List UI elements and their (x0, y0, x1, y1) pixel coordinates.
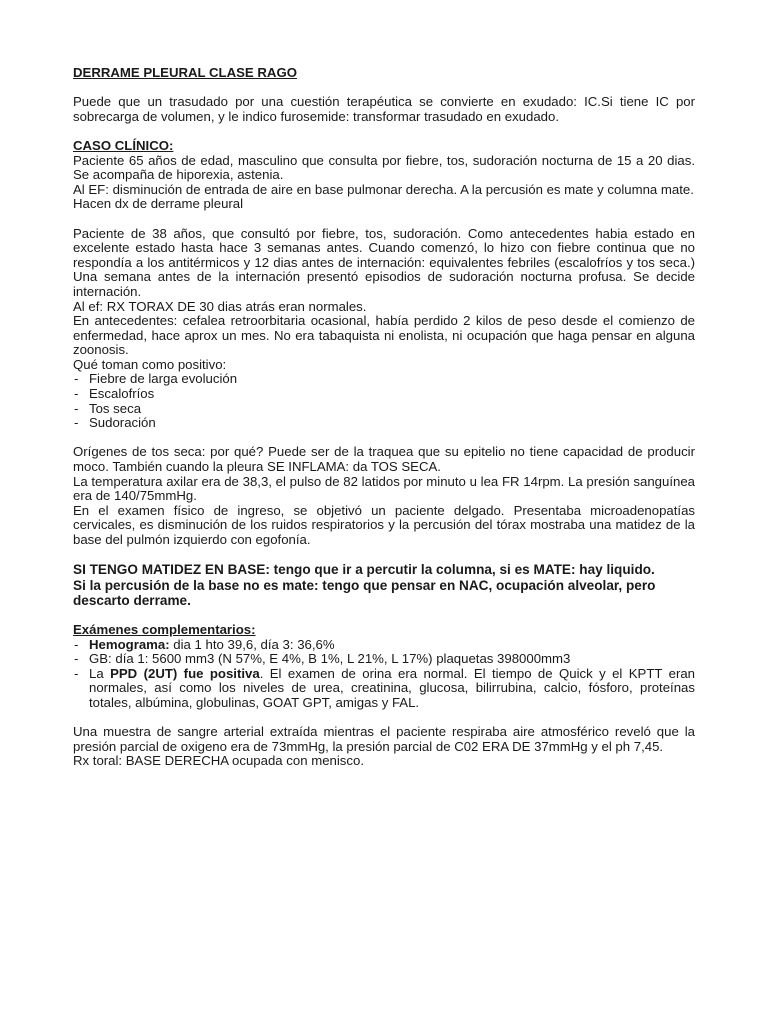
spacer (73, 711, 695, 726)
list-item: - Sudoración (73, 416, 695, 431)
exams-heading: Exámenes complementarios: (73, 622, 256, 637)
exams-list (73, 638, 695, 711)
spacer (73, 212, 695, 227)
spacer (73, 548, 695, 563)
case2-paragraph-1: Paciente de 38 años, que consultó por fiebre, tos, sudoración. Como antecedentes habia estado en excelente estado hasta hace 3 semanas antes. Cuando comenzó, lo hizo con fiebre continua que no respondía a los antitérmicos y 12 dias antes de internación: equivalentes febriles (escalofríos y tos seca.) Una semana antes de la internación presentó episodios de sudoración nocturna profusa. Se decide internación. (73, 225, 695, 299)
bold-note-1: SI TENGO MATIDEZ EN BASE: tengo que ir a percutir la columna, si es MATE: hay liquido. (73, 562, 655, 578)
spacer (73, 124, 695, 139)
spacer (73, 431, 695, 446)
list-item: - Fiebre de larga evolución (73, 372, 695, 387)
list-item (73, 667, 695, 711)
case1-line3: Hacen dx de derrame pleural (73, 196, 244, 212)
origins-paragraph-1: Orígenes de tos seca: por qué? Puede ser de la traquea que su epitelio no tiene capacidad de producir moco. También cuando la pleura SE INFLAMA: da TOS SECA. (73, 444, 695, 475)
final-paragraph-1: Una muestra de sangre arterial extraída mientras el paciente respiraba aire atmosférico reveló que la presión parcial de oxigeno era de 73mmHg, la presión parcial de C02 ERA DE 37mmHg y el ph 7,45. (73, 724, 695, 754)
case1-line1: Paciente 65 años de edad, masculino que consulta por fiebre, tos, sudoración nocturna de 15 a 20 dias. Se acompaña de hiporexia, astenia. (73, 152, 695, 183)
case1-line2: Al EF: disminución de entrada de aire en base pulmonar derecha. A la percusión es mate y columna mate. (73, 181, 694, 197)
final-paragraph-2: Rx toral: BASE DERECHA ocupada con menisco. (73, 753, 364, 769)
case2-paragraph-3: En antecedentes: cefalea retroorbitaria ocasional, había perdido 2 kilos de peso desde el comienzo de enfermedad, hace aprox un mes. No era tabaquista ni enolista, ni ocupación que haga pensar en alguna zoonosis. (73, 313, 695, 358)
case2-paragraph-2: Al ef: RX TORAX DE 30 dias atrás eran normales. (73, 298, 367, 314)
ppd-prefix: La (89, 665, 111, 681)
bold-note-2: Si la percusión de la base no es mate: tengo que pensar en NAC, ocupación alveolar, pero descarto derrame. (73, 577, 656, 608)
spacer (73, 608, 695, 623)
positive-findings-list (73, 372, 695, 430)
origins-paragraph-3: En el examen físico de ingreso, se objetivó un paciente delgado. Presentaba microadenopatías cervicales, es disminución de los ruidos respiratorios y la percusión del tórax mostraba una matidez de la base del pulmón izquierdo con egofonía. (73, 502, 695, 547)
list-item: - GB: día 1: 5600 mm3 (N 57%, E 4%, B 1%, L 21%, L 17%) plaquetas 398000mm3 (73, 652, 695, 667)
list-item: - Escalofríos (73, 387, 695, 402)
document-page (73, 66, 695, 769)
case-heading: CASO CLÍNICO: (73, 137, 174, 153)
list-item: - Tos seca (73, 402, 695, 417)
origins-paragraph-2: La temperatura axilar era de 38,3, el pulso de 82 latidos por minuto u lea FR 14rpm. La presión sanguínea era de 140/75mmHg. (73, 473, 695, 504)
list-item (73, 638, 695, 653)
ppd-text: . El examen de orina era normal. El tiempo de Quick y el KPTT eran normales, así como los niveles de urea, creatinina, glucosa, bilirrubina, calcio, fósforo, proteínas totales, albúmina, globulinas, GOAT GPT, amigas y FAL. (89, 665, 696, 710)
case2-positive-heading: Qué toman como positivo: (73, 356, 227, 372)
hemograma-text: dia 1 hto 39,6, día 3: 36,6% (169, 636, 335, 652)
intro-paragraph: Puede que un trasudado por una cuestión terapéutica se convierte en exudado: IC.Si tiene IC por sobrecarga de volumen, y le indico furosemide: transformar trasudado en exudado. (73, 94, 695, 124)
hemograma-label: Hemograma: (89, 636, 170, 652)
document-title: DERRAME PLEURAL CLASE RAGO (73, 65, 297, 80)
ppd-label: PPD (2UT) fue positiva (110, 665, 260, 681)
